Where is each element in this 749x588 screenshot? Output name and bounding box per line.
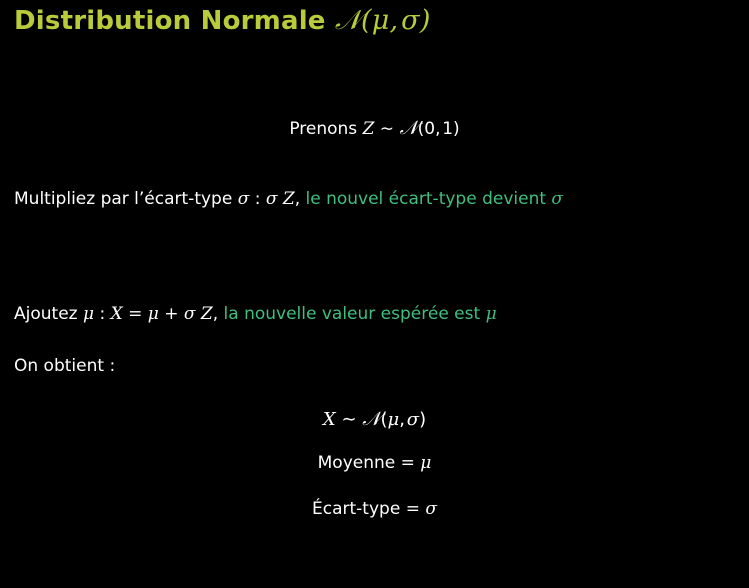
comma-glyph: , [294, 189, 301, 209]
line-prenons [0, 117, 749, 139]
equals-glyph: = [405, 499, 420, 519]
cal-n-glyph: 𝒩 [362, 408, 381, 430]
lparen-glyph: ( [361, 5, 372, 36]
mu-glyph: μ [387, 409, 400, 430]
comma-glyph: , [212, 304, 219, 324]
cal-n-glyph: 𝒩 [334, 5, 361, 36]
mu-glyph: μ [147, 304, 159, 324]
comma-glyph: , [399, 409, 405, 430]
sigma-glyph: σ [401, 5, 420, 36]
sigma-glyph: σ [265, 189, 278, 209]
multipliez-text: Multipliez par l’écart-type [14, 189, 233, 209]
x-variable: X [110, 304, 123, 324]
moyenne-label: Moyenne [317, 453, 396, 473]
plus-glyph: + [164, 304, 179, 324]
page-title-text: Distribution Normale [14, 6, 326, 36]
line-ajoutez [14, 304, 497, 324]
sim-operator: ∼ [379, 119, 395, 139]
sigma-glyph: σ [425, 499, 437, 519]
ajoutez-highlight: la nouvelle valeur espérée est μ [223, 304, 497, 324]
line-multipliez [14, 189, 563, 209]
lparen-glyph: ( [380, 409, 388, 430]
line-on-obtient [14, 356, 115, 376]
ecart-type-label: Écart-type [312, 499, 401, 519]
colon-glyph: : [254, 189, 261, 209]
sigma-glyph: σ [237, 189, 250, 209]
ajoutez-text: Ajoutez [14, 304, 78, 324]
z-variable: Z [200, 304, 213, 324]
multipliez-highlight: le nouvel écart-type devient σ [305, 189, 564, 209]
mu-glyph: μ [82, 304, 95, 324]
page-title [14, 5, 431, 37]
page-title-math [335, 5, 431, 36]
z-variable: Z [362, 119, 375, 139]
result-ecart-type [0, 499, 749, 519]
mu-glyph: μ [420, 453, 432, 473]
equals-glyph: = [128, 304, 143, 324]
result-x-distribution [0, 408, 749, 430]
sigma-glyph: σ [183, 304, 196, 324]
mu-glyph: μ [485, 304, 497, 324]
rparen-glyph: ) [419, 5, 431, 36]
result-moyenne [0, 453, 749, 473]
sigma-glyph: σ [406, 409, 420, 430]
sim-operator: ∼ [341, 409, 357, 430]
prenons-label: Prenons [289, 119, 358, 139]
on-obtient-text: On obtient : [14, 356, 116, 376]
equals-glyph: = [400, 453, 415, 473]
comma-glyph: , [389, 5, 399, 36]
mu-glyph: μ [371, 5, 390, 36]
sigma-glyph: σ [551, 189, 564, 209]
x-variable: X [322, 409, 336, 430]
z-variable: Z [282, 189, 295, 209]
distribution-params: (0, 1) [417, 119, 460, 139]
rparen-glyph: ) [419, 409, 427, 430]
colon-glyph: : [99, 304, 106, 324]
cal-n-glyph: 𝒩 [399, 117, 418, 139]
